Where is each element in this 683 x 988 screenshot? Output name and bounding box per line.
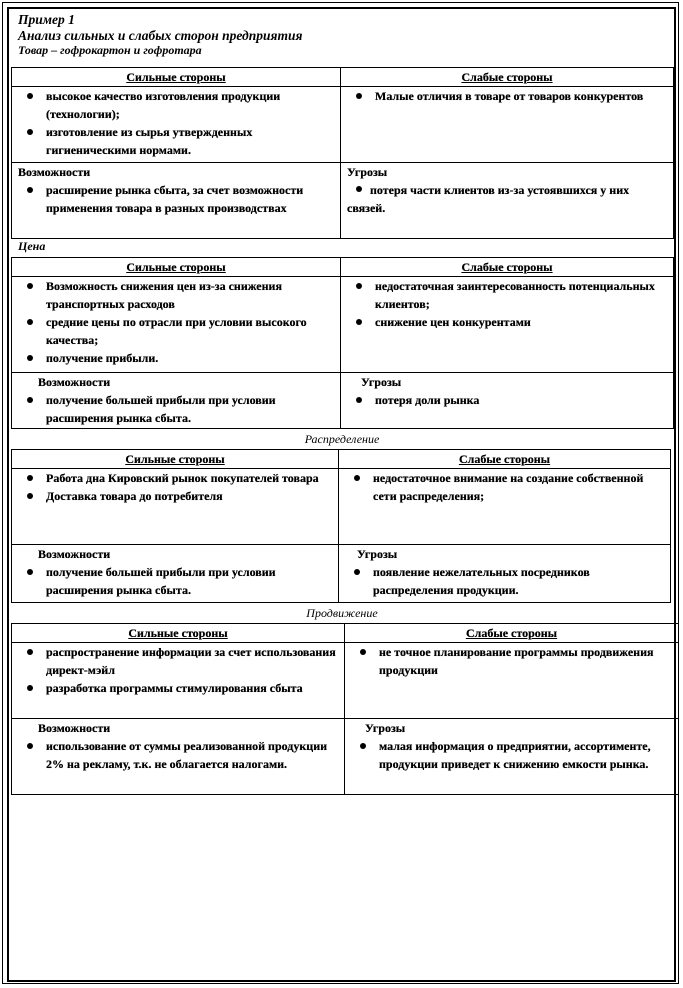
list-item: Доставка товара до потребителя bbox=[12, 487, 338, 505]
list-item: потеря доли рынка bbox=[341, 391, 673, 409]
strengths-header: Сильные стороны bbox=[12, 624, 345, 643]
threats-header: Угрозы bbox=[347, 165, 388, 179]
list-item: потеря части клиентов из-за устоявшихся у них связей. bbox=[347, 183, 630, 215]
section-label-price: Цена bbox=[18, 239, 46, 253]
example-title: Пример 1 bbox=[18, 12, 75, 27]
list-item: разработка программы стимулирования сбыта bbox=[12, 679, 344, 697]
opportunities-header: Возможности bbox=[18, 165, 91, 179]
opportunities-cell bbox=[12, 163, 341, 239]
opportunities-cell bbox=[12, 545, 339, 603]
document-header bbox=[18, 12, 658, 57]
analysis-title: Анализ сильных и слабых сторон предприятия bbox=[18, 28, 303, 43]
strengths-cell bbox=[12, 87, 341, 163]
list-item: использование от суммы реализованной продукции 2% на рекламу, т.к. не облагается налогами. bbox=[12, 737, 344, 773]
strengths-header: Сильные стороны bbox=[12, 450, 339, 469]
list-item: получение большей прибыли при условии расширения рынка сбыта. bbox=[12, 391, 340, 427]
threats-header: Угрозы bbox=[357, 547, 398, 561]
list-item: изготовление из сырья утвержденных гигиеническими нормами. bbox=[12, 123, 340, 159]
threats-header: Угрозы bbox=[365, 721, 406, 735]
strengths-cell bbox=[12, 469, 339, 545]
weaknesses-cell bbox=[339, 469, 671, 545]
bullet-icon bbox=[356, 186, 362, 192]
threats-cell bbox=[345, 719, 679, 795]
strengths-cell bbox=[12, 277, 341, 373]
opportunities-header: Возможности bbox=[38, 375, 111, 389]
strengths-header: Сильные стороны bbox=[12, 258, 341, 277]
list-item: получение прибыли. bbox=[12, 349, 340, 367]
list-item: Возможность снижения цен из-за снижения транспортных расходов bbox=[12, 277, 340, 313]
weaknesses-cell bbox=[341, 277, 674, 373]
section-label-promotion: Продвижение bbox=[306, 606, 378, 620]
opportunities-header: Возможности bbox=[38, 721, 111, 735]
list-item: получение большей прибыли при условии расширения рынка сбыта. bbox=[12, 563, 338, 599]
weaknesses-cell bbox=[345, 643, 679, 719]
list-item: снижение цен конкурентами bbox=[341, 313, 673, 331]
list-item: малая информация о предприятии, ассортименте, продукции приведет к снижению емкости рынка. bbox=[345, 737, 678, 773]
product-swot-table bbox=[11, 67, 674, 239]
list-item: недостаточная заинтересованность потенциальных клиентов; bbox=[341, 277, 673, 313]
weaknesses-cell bbox=[341, 87, 674, 163]
list-item: расширение рынка сбыта, за счет возможности применения товара в разных производствах bbox=[12, 181, 340, 217]
threats-cell bbox=[339, 545, 671, 603]
threats-cell bbox=[341, 373, 674, 429]
list-item: высокое качество изготовления продукции (технологии); bbox=[12, 87, 340, 123]
product-title: Товар – гофрокартон и гофротара bbox=[18, 43, 202, 57]
section-label-distribution: Распределение bbox=[304, 432, 380, 446]
list-item: средние цены по отрасли при условии высокого качества; bbox=[12, 313, 340, 349]
strengths-cell bbox=[12, 643, 345, 719]
list-item: не точное планирование программы продвижения продукции bbox=[345, 643, 678, 679]
weaknesses-header: Слабые стороны bbox=[339, 450, 671, 469]
list-item: появление нежелательных посредников распределения продукции. bbox=[339, 563, 670, 599]
opportunities-cell bbox=[12, 719, 345, 795]
list-item: распространение информации за счет использования директ-мэйл bbox=[12, 643, 344, 679]
list-item: недостаточное внимание на создание собственной сети распределения; bbox=[339, 469, 670, 505]
list-item: Малые отличия в товаре от товаров конкурентов bbox=[341, 87, 673, 105]
list-item: Работа дна Кировский рынок покупателей товара bbox=[12, 469, 338, 487]
weaknesses-header: Слабые стороны bbox=[341, 68, 674, 87]
threats-header: Угрозы bbox=[361, 375, 402, 389]
price-swot-table bbox=[11, 257, 674, 429]
opportunities-header: Возможности bbox=[38, 547, 111, 561]
weaknesses-header: Слабые стороны bbox=[345, 624, 679, 643]
threats-cell bbox=[341, 163, 674, 239]
strengths-header: Сильные стороны bbox=[12, 68, 341, 87]
opportunities-cell bbox=[12, 373, 341, 429]
promotion-swot-table bbox=[11, 623, 679, 795]
weaknesses-header: Слабые стороны bbox=[341, 258, 674, 277]
distribution-swot-table bbox=[11, 449, 671, 603]
